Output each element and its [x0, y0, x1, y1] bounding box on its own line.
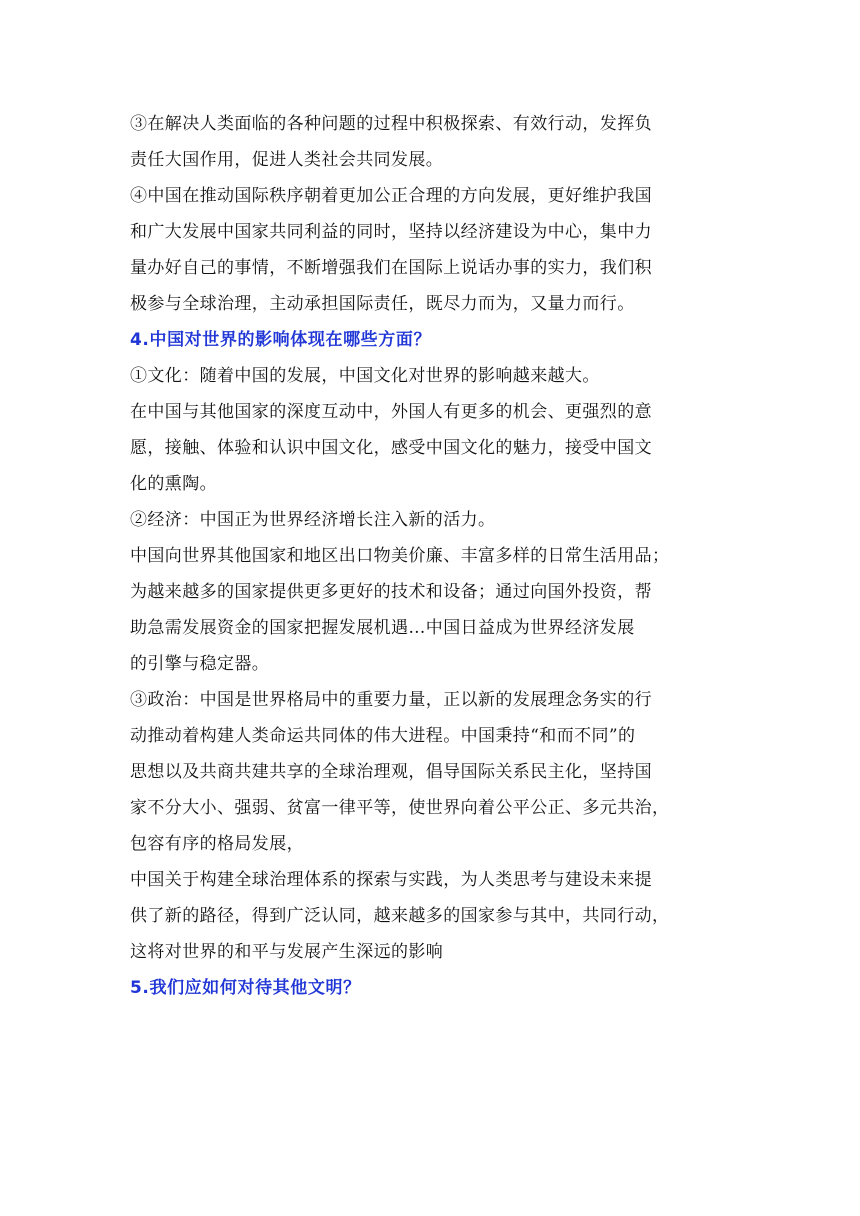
section-heading-5: 5.我们应如何对待其他文明？ [130, 978, 361, 998]
text-line: 量办好自己的事情，不断增强我们在国际上说话办事的实力，我们积 [130, 258, 652, 278]
text-line: ②经济：中国正为世界经济增长注入新的活力。 [130, 510, 496, 530]
text-line: ①文化：随着中国的发展，中国文化对世界的影响越来越大。 [130, 366, 600, 386]
section-heading-4: 4.中国对世界的影响体现在哪些方面？ [130, 330, 432, 350]
text-line: ③政治：中国是世界格局中的重要力量，正以新的发展理念务实的行 [130, 690, 652, 710]
text-line: 和广大发展中国家共同利益的同时，坚持以经济建设为中心，集中力 [130, 222, 652, 242]
text-line: 中国关于构建全球治理体系的探索与实践，为人类思考与建设未来提 [130, 870, 652, 890]
text-line: 在中国与其他国家的深度互动中，外国人有更多的机会、更强烈的意 [130, 402, 652, 422]
text-line: 化的熏陶。 [130, 474, 217, 494]
text-line: 愿，接触、体验和认识中国文化，感受中国文化的魅力，接受中国文 [130, 438, 652, 458]
text-line: 家不分大小、强弱、贫富一律平等，使世界向着公平公正、多元共治， [130, 798, 670, 818]
document-body [130, 106, 742, 1006]
text-line: 责任大国作用，促进人类社会共同发展。 [130, 150, 444, 170]
text-line: ③在解决人类面临的各种问题的过程中积极探索、有效行动，发挥负 [130, 114, 652, 134]
text-line: 中国向世界其他国家和地区出口物美价廉、丰富多样的日常生活用品； [130, 546, 670, 566]
text-line: 的引擎与稳定器。 [130, 654, 270, 674]
text-line: 这将对世界的和平与发展产生深远的影响 [130, 942, 444, 962]
text-line: ④中国在推动国际秩序朝着更加公正合理的方向发展，更好维护我国 [130, 186, 652, 206]
text-line: 动推动着构建人类命运共同体的伟大进程。中国秉持“和而不同”的 [130, 726, 636, 746]
text-line: 助急需发展资金的国家把握发展机遇…中国日益成为世界经济发展 [130, 618, 635, 638]
text-line: 极参与全球治理，主动承担国际责任，既尽力而为，又量力而行。 [130, 294, 635, 314]
text-line: 思想以及共商共建共享的全球治理观，倡导国际关系民主化，坚持国 [130, 762, 652, 782]
text-line: 供了新的路径，得到广泛认同，越来越多的国家参与其中，共同行动， [130, 906, 670, 926]
text-line: 为越来越多的国家提供更多更好的技术和设备；通过向国外投资，帮 [130, 582, 652, 602]
text-line: 包容有序的格局发展， [130, 834, 304, 854]
